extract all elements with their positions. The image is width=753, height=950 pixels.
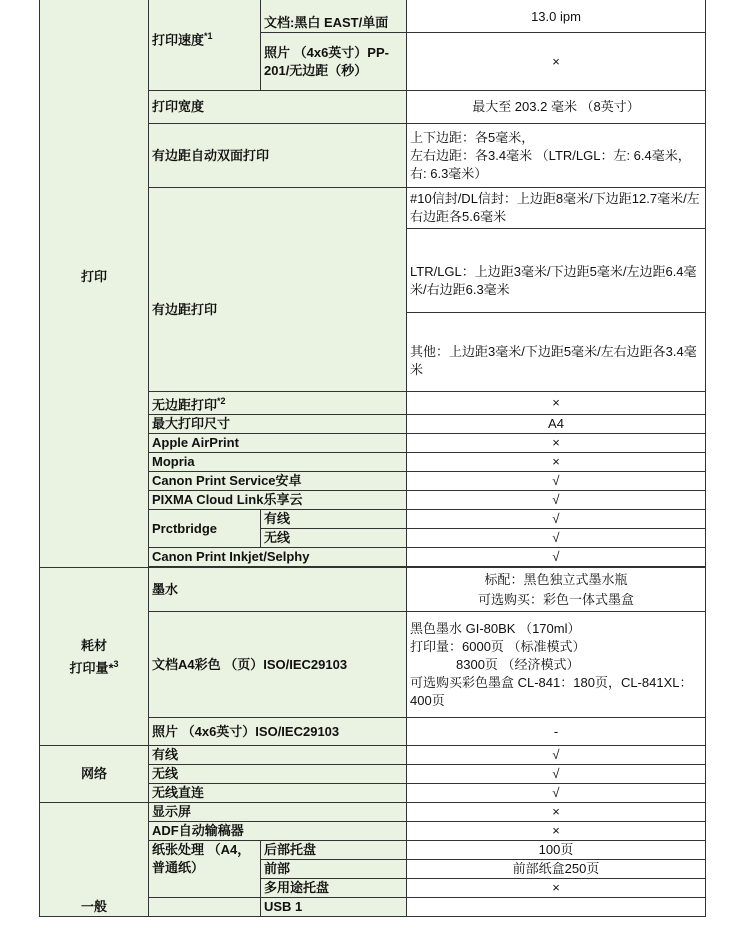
usb-row-spacer — [149, 898, 261, 917]
rear-tray-value: 100页 — [407, 841, 706, 860]
category-print: 打印 — [40, 0, 149, 568]
usb-label: USB 1 — [261, 898, 407, 917]
pixma-value: √ — [407, 491, 706, 510]
pictbridge-wireless-label: 无线 — [261, 529, 407, 548]
canon-service-value: √ — [407, 472, 706, 491]
duplex-value: 上下边距：各5毫米， 左右边距：各3.4毫米 （LTR/LGL：左: 6.4毫米，右: 6.3毫米） — [407, 124, 706, 188]
width-label: 打印宽度 — [149, 91, 407, 124]
speed-label: 打印速度$^{*1}$ — [149, 0, 261, 91]
table-row — [40, 0, 706, 33]
mp-tray-value: × — [407, 879, 706, 898]
table-row — [40, 746, 706, 765]
pictbridge-wired-label: 有线 — [261, 510, 407, 529]
paper-handling-label: 纸张处理 （A4，普通纸） — [149, 841, 261, 898]
spec-table — [39, 0, 706, 917]
bordered-value-ltr: LTR/LGL：上边距3毫米/下边距5毫米/左边距6.4毫米/右边距6.3毫米 — [407, 229, 706, 313]
mopria-value: × — [407, 453, 706, 472]
speed-photo-value: × — [407, 33, 706, 91]
photo-yield-label: 照片 （4x6英寸）ISO/IEC29103 — [149, 718, 407, 746]
inkjet-value: √ — [407, 548, 706, 567]
network-direct-label: 无线直连 — [149, 784, 407, 803]
table-row — [40, 803, 706, 822]
adf-label: ADF自动输稿器 — [149, 822, 407, 841]
display-value: × — [407, 803, 706, 822]
category-consumables: 耗材 打印量*$^3$ — [40, 568, 149, 746]
adf-value: × — [407, 822, 706, 841]
speed-doc-label: 文档:黑白 EAST/单面 — [261, 0, 407, 33]
front-value: 前部纸盒250页 — [407, 860, 706, 879]
network-wired-value: √ — [407, 746, 706, 765]
speed-photo-label: 照片 （4x6英寸）PP-201/无边距（秒） — [261, 33, 407, 91]
display-label: 显示屏 — [149, 803, 407, 822]
inkjet-label: Canon Print Inkjet/Selphy — [149, 548, 407, 567]
pictbridge-label: Prctbridge — [149, 510, 261, 548]
borderless-value: × — [407, 392, 706, 415]
width-value: 最大至 203.2 毫米 （8英寸） — [407, 91, 706, 124]
network-wireless-value: √ — [407, 765, 706, 784]
network-wired-label: 有线 — [149, 746, 407, 765]
doc-yield-label: 文档A4彩色 （页）ISO/IEC29103 — [149, 612, 407, 718]
rear-tray-label: 后部托盘 — [261, 841, 407, 860]
pixma-label: PIXMA Cloud Link乐享云 — [149, 491, 407, 510]
duplex-label: 有边距自动双面打印 — [149, 124, 407, 188]
category-general: 一般 — [40, 803, 149, 917]
usb-value — [407, 898, 706, 917]
doc-yield-value: 黑色墨水 GI-80BK （170ml） 打印量：6000页 （标准模式） 8300页 （经济模式） 可选购买彩色墨盒 CL-841：180页，CL-841XL：400页 — [407, 612, 706, 718]
airprint-value: × — [407, 434, 706, 453]
bordered-value-envelope: #10信封/DL信封：上边距8毫米/下边距12.7毫米/左右边距各5.6毫米 — [407, 188, 706, 229]
ink-value: 标配：黑色独立式墨水瓶 可选购买：彩色一体式墨盒 — [407, 568, 706, 612]
network-direct-value: √ — [407, 784, 706, 803]
speed-doc-value: 13.0 ipm — [407, 0, 706, 33]
ink-label: 墨水 — [149, 568, 407, 612]
front-label: 前部 — [261, 860, 407, 879]
mopria-label: Mopria — [149, 453, 407, 472]
bordered-value-other: 其他：上边距3毫米/下边距5毫米/左右边距各3.4毫米 — [407, 313, 706, 392]
pictbridge-wireless-value: √ — [407, 529, 706, 548]
network-wireless-label: 无线 — [149, 765, 407, 784]
mp-tray-label: 多用途托盘 — [261, 879, 407, 898]
max-size-label: 最大打印尺寸 — [149, 415, 407, 434]
canon-service-label: Canon Print Service安卓 — [149, 472, 407, 491]
borderless-label: 无边距打印$^{*2}$ — [149, 392, 407, 415]
pictbridge-wired-value: √ — [407, 510, 706, 529]
table-row — [40, 568, 706, 612]
max-size-value: A4 — [407, 415, 706, 434]
photo-yield-value: - — [407, 718, 706, 746]
bordered-label: 有边距打印 — [149, 188, 407, 392]
airprint-label: Apple AirPrint — [149, 434, 407, 453]
category-network: 网络 — [40, 746, 149, 803]
